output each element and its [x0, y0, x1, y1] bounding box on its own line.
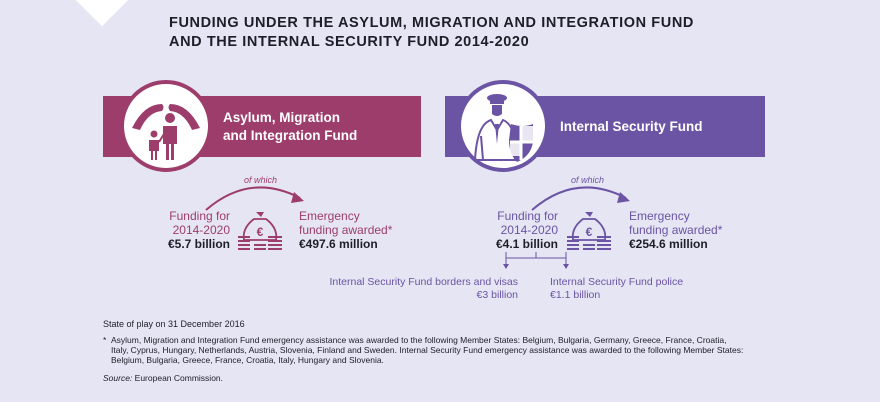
- amif-name-line-2: and Integration Fund: [223, 127, 358, 143]
- title-line-2: AND THE INTERNAL SECURITY FUND 2014-2020: [169, 34, 530, 50]
- source-note: [103, 373, 223, 383]
- isf-emergency-amount: €254.6 million: [629, 237, 708, 251]
- footnote-line-1: Asylum, Migration and Integration Fund emergency assistance was awarded to the following Member States: Belgium, Bulgaria, Germany, Greece, France, Croatia,: [111, 335, 727, 345]
- amif-emergency-label-line-1: Emergency: [299, 209, 360, 223]
- corner-notch: [74, 0, 131, 26]
- footnote-line-3: Belgium, Bulgaria, Greece, France, Croatia, Italy, Hungary and Slovenia.: [111, 355, 384, 365]
- isf-name: Internal Security Fund: [560, 118, 703, 134]
- family-protection-icon: [120, 80, 212, 172]
- isf-emergency-label-line-1: Emergency: [629, 209, 690, 223]
- svg-text:€: €: [585, 225, 593, 239]
- border-guard-shield-icon: [457, 80, 549, 172]
- source-text: European Commission.: [132, 373, 224, 383]
- svg-text:€: €: [256, 225, 264, 239]
- amif-name-line-1: Asylum, Migration: [223, 109, 341, 125]
- title-line-1: FUNDING UNDER THE ASYLUM, MIGRATION AND INTEGRATION FUND: [169, 15, 694, 31]
- isf-police-amount: €1.1 billion: [550, 289, 601, 301]
- amif-emergency-label: [299, 209, 392, 237]
- isf-borders-amount: €3 billion: [476, 289, 518, 301]
- isf-of-which: of which: [571, 175, 605, 185]
- footnote-mark: *: [103, 335, 107, 345]
- footnote-line-2: Italy, Cyprus, Hungary, Netherlands, Austria, Slovenia, Finland and Sweden. Internal Security Fund emergency assistance was awarded to the following Member States:: [111, 345, 744, 355]
- isf-borders-visas: [300, 276, 518, 302]
- amif-funding-label: [150, 209, 230, 237]
- amif-funding-label-line-1: Funding for: [169, 209, 230, 223]
- isf-emergency-label: [629, 209, 722, 237]
- source-label: Source:: [103, 373, 133, 383]
- isf-funding-label: [478, 209, 558, 237]
- amif-funding-label-line-2: 2014-2020: [172, 223, 230, 237]
- amif-emergency-amount: €497.6 million: [299, 237, 378, 251]
- amif-funding-amount: €5.7 billion: [167, 237, 230, 251]
- isf-borders-label: Internal Security Fund borders and visas: [329, 276, 518, 288]
- isf-police: [550, 276, 683, 302]
- amif-emergency-label-line-2: funding awarded*: [299, 223, 393, 237]
- isf-split-connector: [500, 252, 572, 270]
- amif-of-which: of which: [244, 175, 278, 185]
- isf-police-label: Internal Security Fund police: [550, 276, 684, 288]
- isf-funding-label-line-2: 2014-2020: [500, 223, 558, 237]
- isf-emergency-label-line-2: funding awarded*: [629, 223, 723, 237]
- footnote: [111, 335, 771, 365]
- money-bag-coins-icon: [236, 206, 292, 250]
- isf-funding-label-line-1: Funding for: [497, 209, 558, 223]
- isf-funding-amount: €4.1 billion: [495, 237, 558, 251]
- state-of-play: State of play on 31 December 2016: [103, 319, 245, 329]
- money-bag-coins-icon: [565, 206, 621, 250]
- page-title: [169, 14, 694, 52]
